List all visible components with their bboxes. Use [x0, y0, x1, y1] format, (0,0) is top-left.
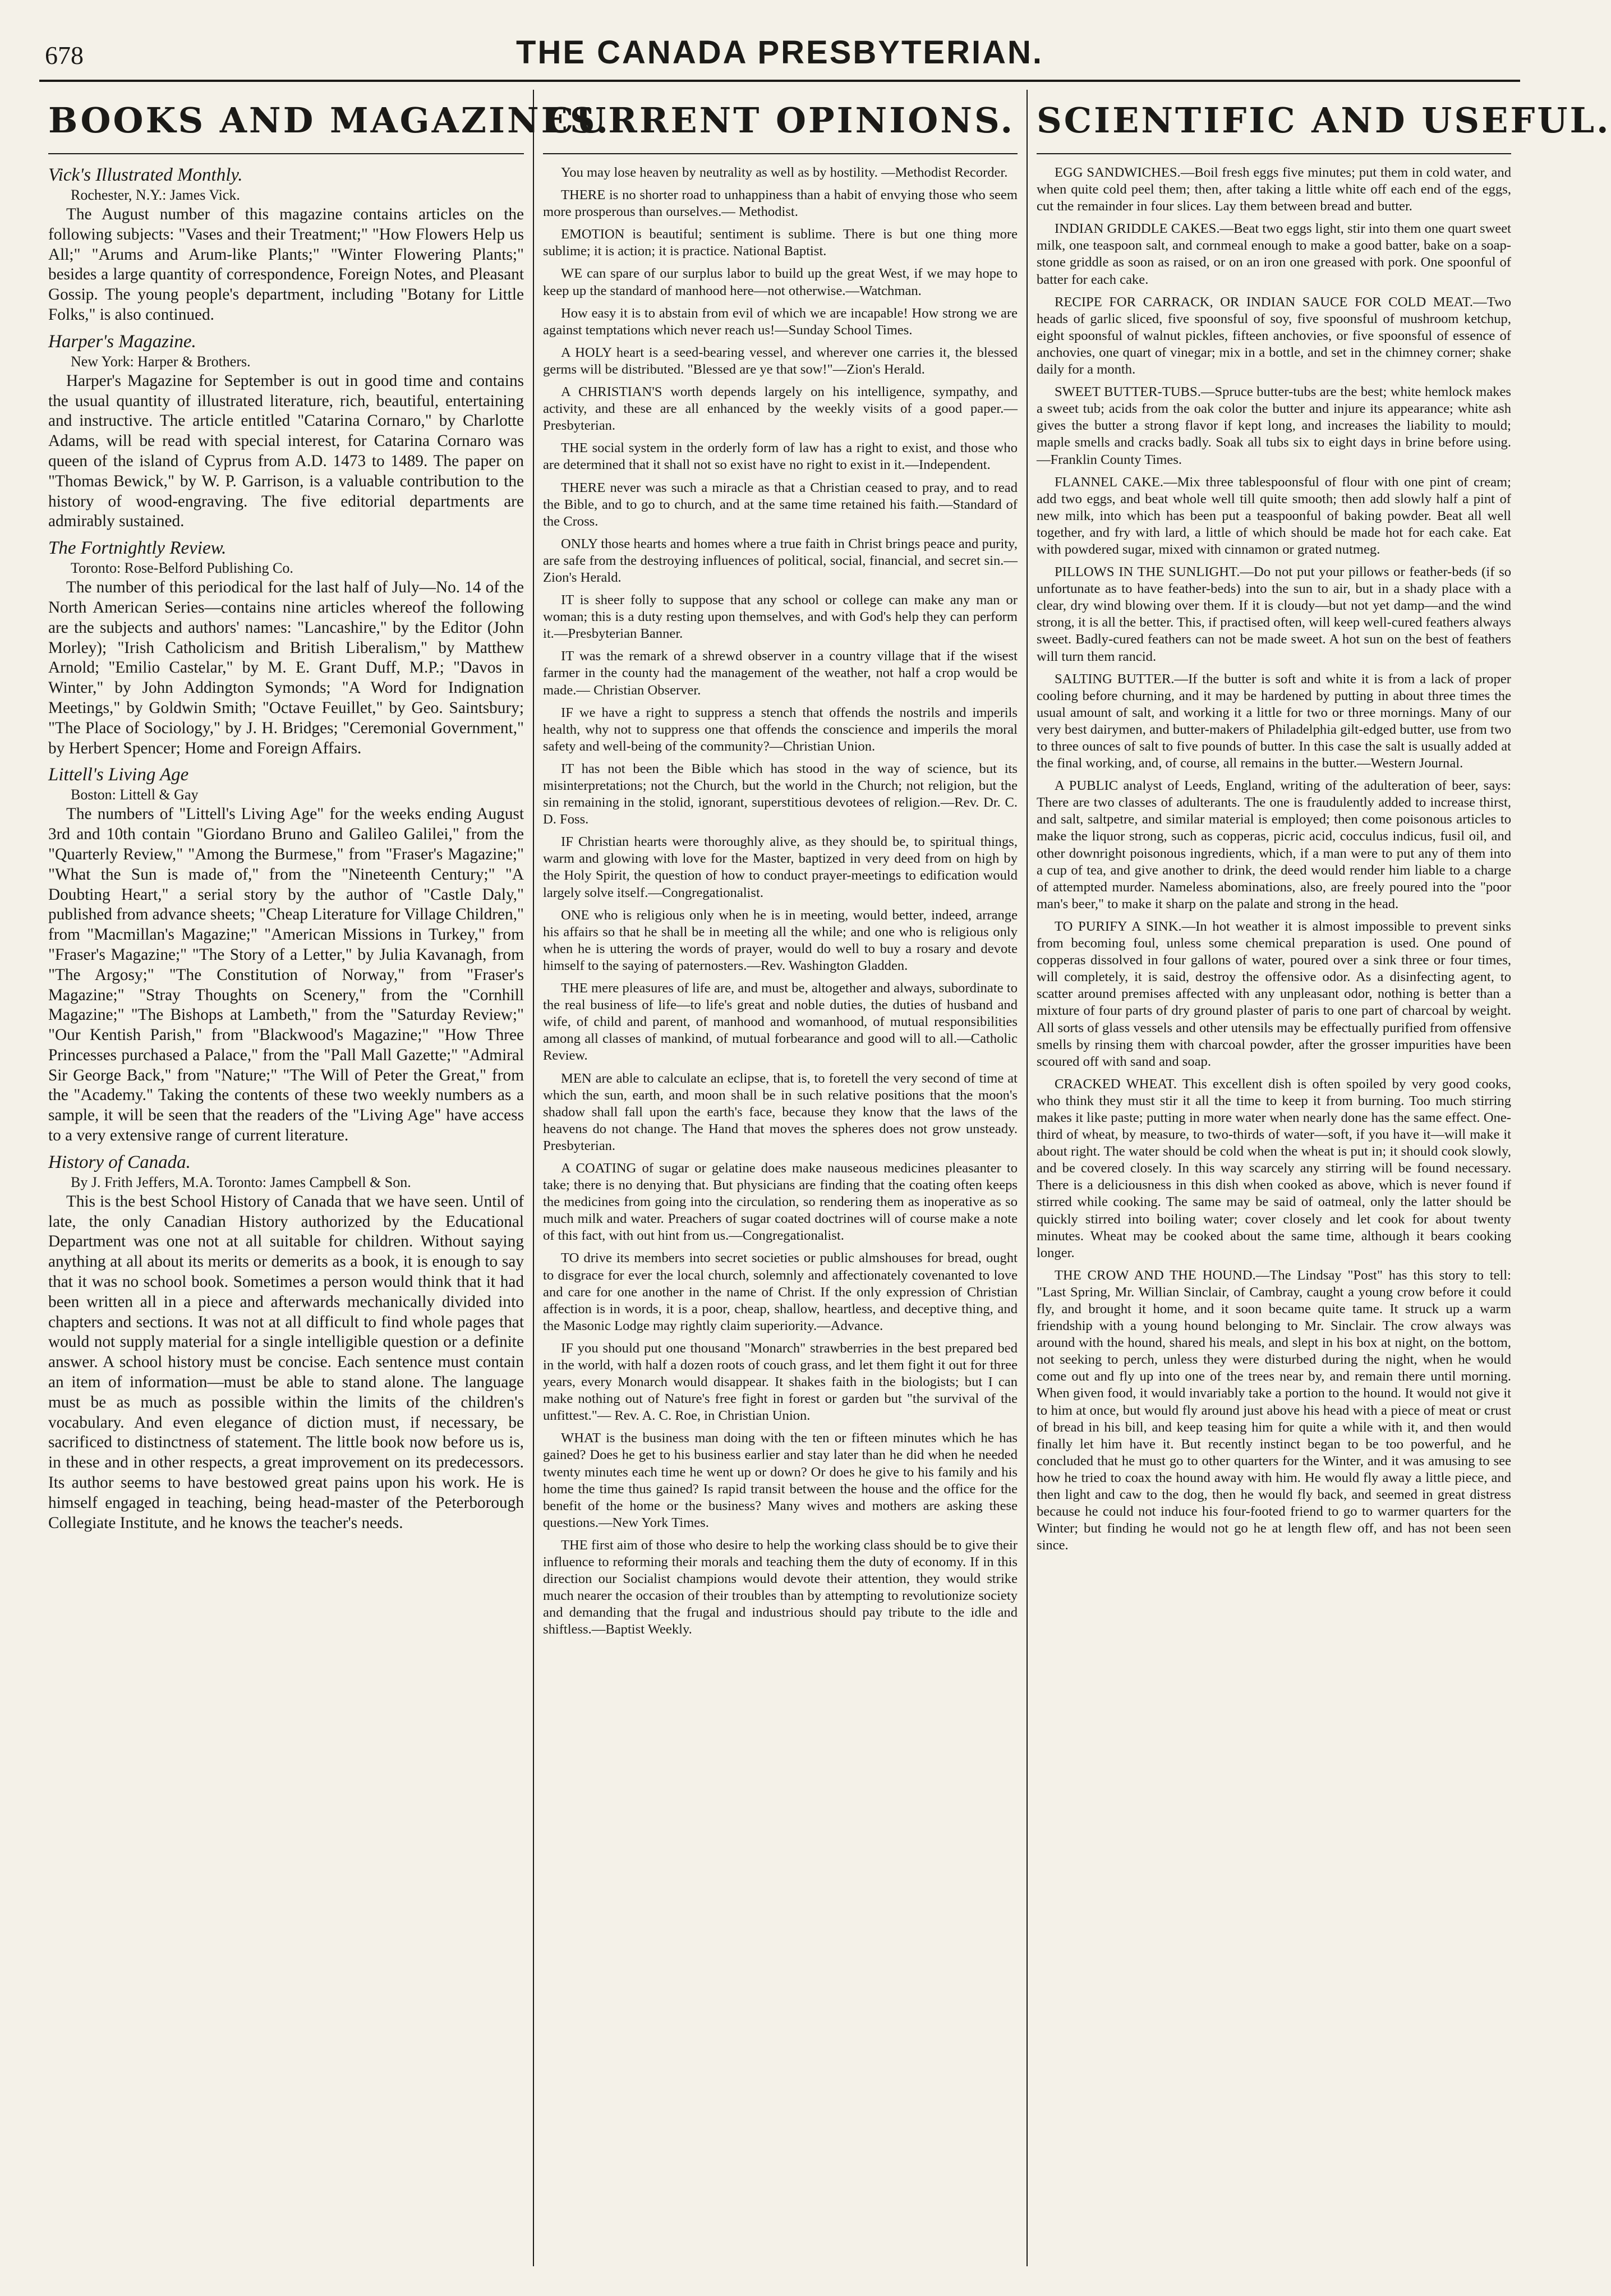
useful-paragraph: FLANNEL CAKE.—Mix three tablespoonsful of flour with one pint of cream; add two eggs, and beat whole well till quite smooth; then add slowly half a pint of new milk, into which has been put a teaspoonful of baking powder. Beat all well together, and fry with lard, a little of which should be made hot for each cake. Eat with powdered sugar, mixed with cinnamon or grated nutmeg. — [1037, 474, 1511, 557]
magazine-title: The Fortnightly Review. — [48, 538, 227, 559]
opinion-paragraph: How easy it is to abstain from evil of which we are incapable! How strong we are against temptations which never reach us!—Sunday School Times. — [543, 305, 1018, 338]
useful-paragraph: PILLOWS IN THE SUNLIGHT.—Do not put your pillows or feather-beds (if so unfortunate as to have feather-beds) into the sun to air, but in a shady place with a clear, dry wind blowing over them. If it is cloudy—but not yet damp—and the wind strong, it is all the better. This, if practised often, will keep well-cured feathers always sweet. Badly-cured feathers can not be made sweet. A hot sun on the best of feathers will turn them rancid. — [1037, 564, 1511, 664]
newspaper-page — [39, 34, 1611, 2266]
useful-paragraph: CRACKED WHEAT. This excellent dish is often spoiled by very good cooks, who think they must stir it all the time to keep it from burning. Too much stirring makes it like paste; putting in more water when nearly done has the same effect. One-third of wheat, by measure, to two-thirds of water—soft, if you have it—will make it about right. The water should be cold when the wheat is put in; it should cook slowly, and be covered closely. In this way scarcely any stirring will be found necessary. There is a deliciousness in this dish when cooked as above, which is never found if stirred while cooking. The same may be said of oatmeal, only the latter should be quickly stirred into boiling water; cover closely and let cook for about twenty minutes. Wheat may be cooked about the same time, although it bears cooking longer. — [1037, 1076, 1511, 1260]
useful-paragraph: TO PURIFY A SINK.—In hot weather it is almost impossible to prevent sinks from becoming foul, unless some chemical preparation is used. One pound of copperas dissolved in four gallons of water, poured over a sink three or four times, will completely, it is said, destroy the offensive odor. As a disinfecting agent, to scatter around premises affected with any unpleasant odor, nothing is better than a mixture of four parts of dry ground plaster of paris to one part of charcoal by weight. All sorts of glass vessels and other utensils may be effectually purified from offensive smells by rinsing them with charcoal powder, after the grosser impurities have been scoured off with sand and soap. — [1037, 918, 1511, 1069]
useful-paragraph: EGG SANDWICHES.—Boil fresh eggs five minutes; put them in cold water, and when quite cold peel them; then, after taking a little white off each end of the eggs, cut the remainder in four slices. Lay them between bread and butter. — [1037, 165, 1511, 214]
magazine-publisher: New York: Harper & Brothers. — [71, 353, 251, 370]
scientific-and-useful-column — [1027, 90, 1611, 2266]
opinion-paragraph: A COATING of sugar or gelatine does make nauseous medicines pleasanter to take; there is no denying that. But physicians are finding that the coating often keeps the medicines from going into the circulation, so rendering them as inoperative as so much milk and water. Preachers of sugar coated doctrines will of course make a note of this fact, with out hint from us.—Congregationalist. — [543, 1160, 1018, 1244]
opinion-paragraph: IF we have a right to suppress a stench that offends the nostrils and imperils health, why not to suppress one that offends the conscience and imperils the moral safety and well-being of the community?—Christian Union. — [543, 705, 1018, 754]
opinion-paragraph: TO drive its members into secret societies or public almshouses for bread, ought to disgrace for ever the local church, solemnly and affectionately covenanted to love and care for one another in the name of Christ. If the only expression of Christian affection is in words, it is a poor, cheap, shallow, heartless, and deceptive thing, and the Masonic Lodge may rightly claim superiority.—Advance. — [543, 1250, 1018, 1333]
page-header — [39, 34, 1520, 82]
current-opinions-heading: CURRENT OPINIONS. — [543, 90, 1018, 154]
books-and-magazines-heading: BOOKS AND MAGAZINES. — [48, 90, 524, 154]
opinion-paragraph: IF you should put one thousand "Monarch" strawberries in the best prepared bed in the world, with half a dozen roots of couch grass, and let them fight it out for three years, every Monarch would disappear. It shakes faith in the biologists; but I can make nothing out of Nature's free fight in forest or garden but "the survival of the unfittest."— Rev. A. C. Roe, in Christian Union. — [543, 1340, 1018, 1424]
review-paragraph: Harper's Magazine for September is out in good time and contains the usual quantity of illustrated literature, rich, beautiful, entertaining and instructive. The article entitled "Catarina Cornaro," by Charlotte Adams, will be read with special interest, for Catarina Cornaro was queen of the island of Cyprus from A.D. 1473 to 1489. The paper on "Thomas Bewick," by W. P. Garrison, is a valuable contribution to the history of wood-engraving. The five editorial departments are admirably sustained. — [48, 371, 524, 531]
scientific-and-useful-heading: SCIENTIFIC AND USEFUL. — [1037, 90, 1511, 154]
opinion-paragraph: WHAT is the business man doing with the ten or fifteen minutes which he has gained? Does he get to his business earlier and stay later than he did when he needed twenty minutes each time he went up or down? Or does he give to his family and his home the time thus gained? Is rapid transit between the house and the office for the benefit of the home or the business? Many wives and mothers are asking these questions.—New York Times. — [543, 1430, 1018, 1530]
opinion-paragraph: A CHRISTIAN'S worth depends largely on his intelligence, sympathy, and activity, and these are all enhanced by the weekly visits of a good paper.—Presbyterian. — [543, 384, 1018, 434]
magazine-title: Vick's Illustrated Monthly. — [48, 165, 243, 185]
columns — [39, 90, 1611, 2266]
opinion-paragraph: A HOLY heart is a seed-bearing vessel, and wherever one carries it, the blessed germs will be distributed. "Blessed are ye that sow!"—Zion's Herald. — [543, 344, 1018, 377]
opinion-paragraph: THE social system in the orderly form of law has a right to exist, and those who are determined that it shall not so exist have no right to exist in it.—Independent. — [543, 440, 1018, 473]
books-list — [48, 164, 524, 1533]
useful-paragraph: RECIPE FOR CARRACK, OR INDIAN SAUCE FOR COLD MEAT.—Two heads of garlic sliced, five spoonsful of soy, five spoonsful of mushroom ketchup, eight spoonsful of walnut pickles, fifteen anchovies, or five spoonsful of essence of anchovies, one quart of vinegar; mix in a bottle, and set in the chimney corner; shake daily for a month. — [1037, 294, 1511, 378]
magazine-publisher: Rochester, N.Y.: James Vick. — [71, 187, 240, 203]
magazine-title: Littell's Living Age — [48, 765, 189, 785]
opinion-paragraph: IF Christian hearts were thoroughly alive, as they should be, to spiritual things, warm and glowing with love for the Master, baptized in very deed from on high by the Holy Spirit, the question of how to conduct prayer-meetings to edification would largely solve itself.—Congregationalist. — [543, 834, 1018, 900]
opinion-paragraph: THERE is no shorter road to unhappiness than a habit of envying those who seem more prosperous than ourselves.— Methodist. — [543, 187, 1018, 220]
useful-paragraph: SALTING BUTTER.—If the butter is soft and white it is from a lack of proper cooling before churning, and it may be hardened by putting in about three times the usual amount of salt, and working it a little for two or three mornings. Many of our very best dairymen, and butter-makers of Philadelphia gilt-edged butter, use from two to three ounces of salt to five pounds of butter. In this case the salt is usually added at the final working, and, of course, all remains in the butter.—Western Journal. — [1037, 671, 1511, 771]
opinion-paragraph: You may lose heaven by neutrality as well as by hostility. —Methodist Recorder. — [561, 165, 1008, 180]
opinion-paragraph: IT was the remark of a shrewd observer in a country village that if the wisest farmer in the county had the management of the weather, not half a crop would be made.— Christian Observer. — [543, 648, 1018, 698]
useful-list — [1037, 164, 1511, 1554]
useful-paragraph: SWEET BUTTER-TUBS.—Spruce butter-tubs are the best; white hemlock makes a sweet tub; acids from the oak color the butter and injure its appearance; white ash gives the butter a strong flavor if kept long, and increases the liability to mould; maple smells and cracks badly. Soak all tubs six to eight days in brine before using.—Franklin County Times. — [1037, 384, 1511, 467]
opinion-paragraph: WE can spare of our surplus labor to build up the great West, if we may hope to keep up the standard of manhood here—not otherwise.—Watchman. — [543, 266, 1018, 298]
magazine-publisher: Boston: Littell & Gay — [71, 786, 199, 803]
books-and-magazines-column — [39, 90, 611, 2266]
review-paragraph: The number of this periodical for the last half of July—No. 14 of the North American Series—contains nine articles whereof the following are the subjects and authors' names: "Lancashire," by the Editor (John Morley); "Irish Catholicism and British Liberalism," by Matthew Arnold; "Emilio Castelar," by M. E. Grant Duff, M.P.; "Davos in Winter," by John Addington Symonds; "A Word for Indignation Meetings," by Goldwin Smith; "Octave Feuillet," by Geo. Saintsbury; "The Place of Sociology," by J. H. Bridges; "Ceremonial Government," by Herbert Spencer; Home and Foreign Affairs. — [48, 578, 524, 757]
current-opinions-column — [533, 90, 1027, 2266]
useful-paragraph: A PUBLIC analyst of Leeds, England, writing of the adulteration of beer, says: There are two classes of adulterants. The one is fraudulently added to increase thirst, and salt, saltpetre, and similar material is employed; then come poisonous articles to make the liquor strong, such as copperas, picric acid, cocculus indicus, fusil oil, and other downright poisonous ingredients, which, if a man were to put any of them into a cup of tea, and give another to drink, the deed would render him liable to a charge of attempted murder. Nameless abominations, also, are freely poured into the "poor man's beer," to make it sharp on the palate and strong in the head. — [1037, 778, 1511, 912]
opinion-paragraph: ONE who is religious only when he is in meeting, would better, indeed, arrange his affairs so that he shall be in meeting all the while; and one who is religious only when he is uttering the words of prayer, would do well to buy a rosary and devote himself to the saying of paternosters.—Rev. Washington Gladden. — [543, 907, 1018, 973]
review-paragraph: The numbers of "Littell's Living Age" for the weeks ending August 3rd and 10th contain "Giordano Bruno and Galileo Galilei," from the "Quarterly Review," "Among the Burmese," from "Fraser's Magazine;" "What the Sun is made of," from the "Nineteenth Century;" "A Doubting Heart," a serial story by the author of "Castle Daly," published from advance sheets; "Cheap Literature for Village Children," from "Macmillan's Magazine;" "American Missions in Turkey," from "Fraser's Magazine;" "The Story of a Letter," by Julia Kavanagh, from "The Argosy;" "The Constitution of Norway," from "Fraser's Magazine;" "Stray Thoughts on Scenery," from the "Cornhill Magazine;" "The Bishops at Lambeth," from the "Saturday Review;" "Our Kentish Parish," from "Blackwood's Magazine;" "How Three Princesses purchased a Palace," from the "Pall Mall Gazette;" "Admiral Sir George Back," from "Nature;" "The Will of Peter the Great," from the "Academy." Taking the contents of these two weekly numbers as a sample, it will be seen that the readers of the "Living Age" have access to a very extensive range of current literature. — [48, 805, 524, 1145]
opinion-paragraph: THE first aim of those who desire to help the working class should be to give their influence to reforming their morals and teaching them the duty of economy. If in this direction our Socialist champions would devote their attention, they would strike much nearer the occasion of their troubles than by attempting to revolutionize society and demanding that the frugal and industrious should pay tribute to the idle and shiftless.—Baptist Weekly. — [543, 1537, 1018, 1637]
opinion-paragraph: THERE never was such a miracle as that a Christian ceased to pray, and to read the Bible, and to go to church, and at the same time retained his faith.—Standard of the Cross. — [543, 480, 1018, 529]
opinion-paragraph: IT is sheer folly to suppose that any school or college can make any man or woman; this is a duty resting upon themselves, and with God's help they can perform it.—Presbyterian Banner. — [543, 592, 1018, 642]
magazine-title: History of Canada. — [48, 1152, 191, 1172]
opinion-paragraph: MEN are able to calculate an eclipse, that is, to foretell the very second of time at which the sun, earth, and moon shall be in such relative positions that the moon's shadow shall fall upon the earth's face, because they know that the laws of the heavens do not change. The Hand that moves the spheres does not grow unsteady. Presbyterian. — [543, 1070, 1018, 1153]
magazine-publisher: Toronto: Rose-Belford Publishing Co. — [71, 560, 293, 577]
useful-paragraph: INDIAN GRIDDLE CAKES.—Beat two eggs light, stir into them one quart sweet milk, one teaspoon salt, and cornmeal enough to make a good batter, bake on a soap-stone griddle as soon as raised, or on an iron one greased with pork. One spoonful of batter for each cake. — [1037, 221, 1511, 287]
magazine-publisher: By J. Frith Jeffers, M.A. Toronto: James Campbell & Son. — [71, 1174, 411, 1190]
review-paragraph: The August number of this magazine contains articles on the following subjects: "Vases and their Treatment;" "How Flowers Help us All;" "Arums and Arum-like Plants;" "Winter Flowering Plants;" besides a large quantity of correspondence, Foreign Notes, and Pleasant Gossip. The young people's department, including "Botany for Little Folks," is also continued. — [48, 205, 524, 324]
opinion-paragraph: ONLY those hearts and homes where a true faith in Christ brings peace and purity, are safe from the destroying influences of political, social, financial, and secret sin.—Zion's Herald. — [543, 536, 1018, 585]
masthead-title: THE CANADA PRESBYTERIAN. — [516, 34, 1043, 71]
magazine-title: Harper's Magazine. — [48, 331, 196, 352]
opinion-paragraph: THE mere pleasures of life are, and must be, altogether and always, subordinate to the real business of life—to life's great and noble duties, the duties of husband and wife, of child and parent, of manhood and womanhood, of mutual responsibilities among all classes of mankind, of mutual forbearance and good will to all.—Catholic Review. — [543, 981, 1018, 1064]
page-number: 678 — [45, 41, 84, 70]
opinion-paragraph: EMOTION is beautiful; sentiment is sublime. There is but one thing more sublime; it is action; it is practice. National Baptist. — [543, 227, 1018, 259]
review-paragraph: This is the best School History of Canada that we have seen. Until of late, the only Canadian History authorized by the Educational Department was one not at all suitable for children. Without saying anything at all about its merits or demerits as a book, it is enough to say that it was no school book. Sometimes a person would think that it had been written all in a piece and afterwards mechanically divided into chapters and sections. It was not at all difficult to find whole pages that would not supply material for a single intelligible question or a definite answer. A school history must be concise. Each sentence must contain an item of information—must be able to stand alone. The language must be as much as possible within the limits of the children's vocabulary. And even elegance of diction must, if necessary, be sacrificed to distinctness of statement. The little book now before us is, in these and in other respects, a great improvement on its predecessors. Its author seems to have bestowed great pains upon his work. He is himself engaged in teaching, being head-master of the Peterborough Collegiate Institute, and he knows the teacher's needs. — [48, 1192, 524, 1532]
useful-paragraph: THE CROW AND THE HOUND.—The Lindsay "Post" has this story to tell: "Last Spring, Mr. Willian Sinclair, of Cambray, caught a young crow before it could fly, and brought it home, and it soon became quite tame. It struck up a warm friendship with a young hound belonging to Mr. Sinclair. The crow always was around with the hound, shared his meals, and slept in his box at night, on the bottom, not seeking to perch, unless they were disturbed during the night, when he would come out and fly up into one of the trees near by, and remain there until morning. When given food, it would invariably take a portion to the hound. It would not give it to him at once, but would fly around just above his head with a piece of meat or crust of bread in his bill, and keep teasing him for quite a while with it, and then would finally let him have it. But recently instinct began to be too powerful, and he concluded that he must go to other quarters for the Winter, and it was amusing to see how he tried to coax the hound away with him. He would fly away a little piece, and then light and caw to the dog, then he would fly back, and seemed in great distress because he could not induce his four-footed friend to go to warmer quarters for the Winter; but finding he would not go he at length flew off, and has not been seen since. — [1037, 1267, 1511, 1553]
opinions-list — [543, 164, 1018, 1639]
opinion-paragraph: IT has not been the Bible which has stood in the way of science, but its misinterpretations; not the Church, but the world in the Church; not religion, but the sin remaining in the stolid, ignorant, superstitious devotees of religion.—Rev. Dr. C. D. Foss. — [543, 761, 1018, 827]
